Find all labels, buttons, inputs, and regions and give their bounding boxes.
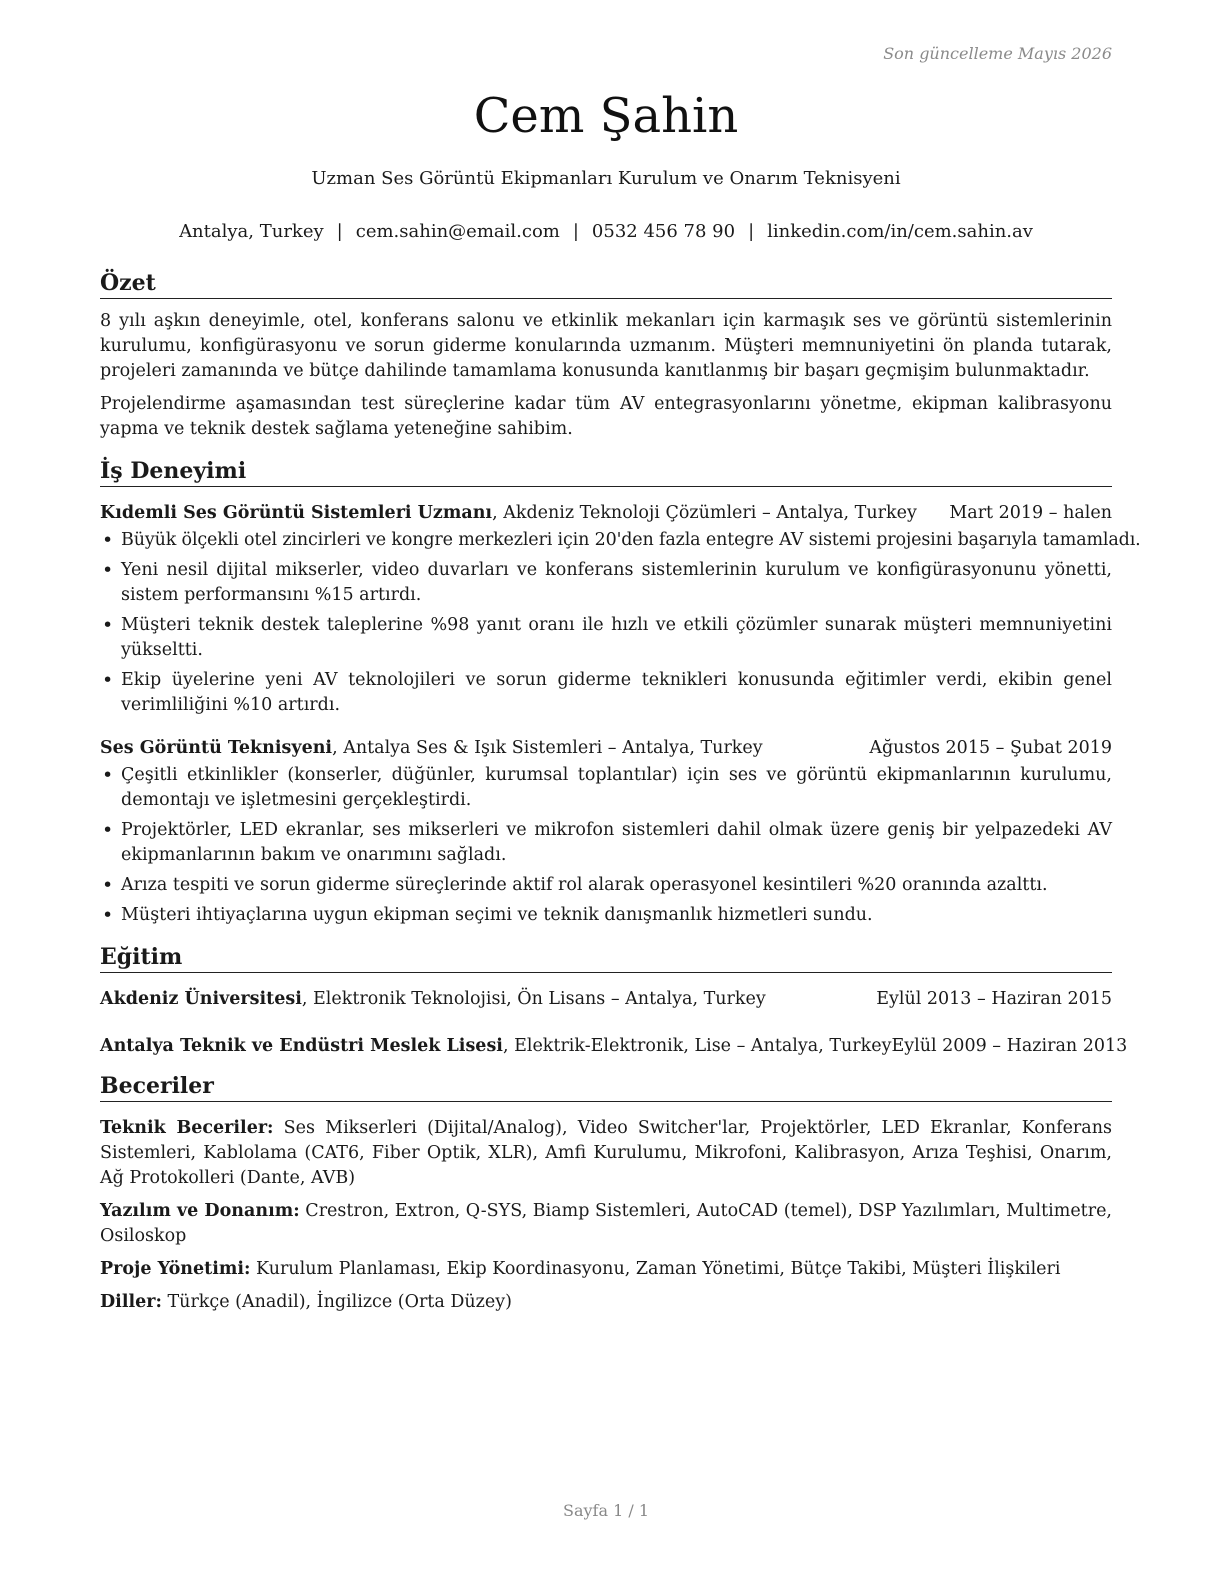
contact-line [100,219,1112,245]
contact-email[interactable]: cem.sahin@email.com [355,221,560,242]
education-dates: Eylül 2009 – Haziran 2013 [891,1036,1128,1056]
resume-page [100,0,1141,1584]
education-detail: , Elektronik Teknolojisi, Ön Lisans – Antalya, Turkey [301,989,766,1009]
job-header [100,501,1112,526]
education-dates: Eylül 2013 – Haziran 2015 [876,989,1112,1009]
section-heading-education: Eğitim [100,942,1112,973]
job-bullet: • Ekip üyelerine yeni AV teknolojileri ve sorun giderme teknikleri konusunda eğitimler verdi, ekibin genel verimliliğini %10 artırdı. [100,668,1112,718]
section-heading-skills: Beceriler [100,1071,1112,1102]
skills-section [100,1071,1112,1315]
skill-label: Diller: [100,1292,162,1312]
skill-label: Proje Yönetimi: [100,1259,251,1279]
person-name: Cem Şahin [473,88,739,144]
section-heading-experience: İş Deneyimi [100,456,1112,487]
contact-phone: 0532 456 78 90 [591,221,736,242]
job-title: Uzman Ses Görüntü Ekipmanları Kurulum ve Onarım Teknisyeni [311,168,901,189]
skill-text: Türkçe (Anadil), İngilizce (Orta Düzey) [161,1292,512,1312]
job-bullets [100,528,1141,718]
summary-paragraph: 8 yılı aşkın deneyimle, otel, konferans salonu ve etkinlik mekanları için karmaşık ses ve görüntü sistemlerinin kurulumu, konfigürasyonu ve sorun giderme konularında uzmanım. Müşteri memnuniyetini ön planda tutarak, projeleri zamanında ve bütçe dahilinde tamamlama konusunda kanıtlanmış bir başarı geçmişim bulunmaktadır. [100,311,1112,381]
skill-text: Crestron, Extron, Q-SYS, Biamp Sistemleri, AutoCAD (temel), DSP Yazılımları, Multimetre, Osiloskop [100,1201,1112,1246]
skill-line [100,1199,1112,1249]
contact-separator: | [748,221,755,242]
section-heading-summary: Özet [100,268,1112,299]
job-role-company [100,736,763,761]
skill-line [100,1116,1112,1191]
job-bullet: • Çeşitli etkinlikler (konserler, düğünler, kurumsal toplantılar) için ses ve görüntü ekipmanlarının kurulumu, demontajı ve işletmesini gerçekleştirdi. [100,763,1112,813]
contact-separator: | [336,221,343,242]
education-school-detail [100,1034,891,1059]
last-updated: Son güncelleme Mayıs 2026 [883,44,1112,63]
skill-text: Ses Mikserleri (Dijital/Analog), Video Switcher'lar, Projektörler, LED Ekranlar, Konferans Sistemleri, Kablolama (CAT6, Fiber Optik, XLR), Amfi Kurulumu, Mikrofoni, Kalibrasyon, Arıza Teşhisi, Onarım, Ağ Protokolleri (Dante, AVB) [100,1118,1112,1188]
skill-text: Kurulum Planlaması, Ekip Koordinasyonu, Zaman Yönetimi, Bütçe Takibi, Müşteri İlişkileri [250,1259,1061,1279]
experience-section [100,456,1141,928]
skill-label: Yazılım ve Donanım: [100,1201,300,1221]
education-entry [100,1034,1128,1059]
contact-separator: | [572,221,579,242]
job-bullet: • Müşteri ihtiyaçlarına uygun ekipman seçimi ve teknik danışmanlık hizmetleri sundu. [100,903,1112,928]
education-entry [100,987,1112,1012]
job-entry [100,501,1141,718]
education-school: Antalya Teknik ve Endüstri Meslek Lisesi [100,1036,503,1056]
summary-section [100,268,1112,442]
job-bullet: • Projektörler, LED ekranlar, ses mikserleri ve mikrofon sistemleri dahil olmak üzere geniş bir yelpazedeki AV ekipmanlarının bakım ve onarımını sağladı. [100,818,1112,868]
skill-line [100,1290,1112,1315]
contact-linkedin[interactable]: linkedin.com/in/cem.sahin.av [767,221,1033,242]
job-bullet: • Arıza tespiti ve sorun giderme süreçlerinde aktif rol alarak operasyonel kesintileri %20 oranında azalttı. [100,873,1112,898]
education-school-detail [100,987,766,1012]
summary-paragraph: Projelendirme aşamasından test süreçlerine kadar tüm AV entegrasyonlarını yönetme, ekipman kalibrasyonu yapma ve teknik destek sağlama yeteneğine sahibim. [100,394,1112,439]
job-bullet: • Müşteri teknik destek taleplerine %98 yanıt oranı ile hızlı ve etkili çözümler sunarak müşteri memnuniyetini yükseltti. [100,613,1112,663]
education-school: Akdeniz Üniversitesi [100,989,302,1009]
job-role: Ses Görüntü Teknisyeni [100,738,333,758]
resume-content [100,268,1141,1323]
education-section [100,942,1128,1059]
skill-line [100,1257,1112,1282]
job-bullet: • Büyük ölçekli otel zincirleri ve kongre merkezleri için 20'den fazla entegre AV sistemi projesini başarıyla tamamladı. [100,528,1112,553]
job-dates: Mart 2019 – halen [949,503,1112,523]
job-bullet: • Yeni nesil dijital mikserler, video duvarları ve konferans sistemlerinin kurulum ve konfigürasyonunu yönetti, sistem performansını %15 artırdı. [100,558,1112,608]
job-company: , Akdeniz Teknoloji Çözümleri – Antalya, Turkey [492,503,917,523]
job-dates: Ağustos 2015 – Şubat 2019 [869,738,1112,758]
job-role-company [100,501,917,526]
education-detail: , Elektrik-Elektronik, Lise – Antalya, Turkey [502,1036,892,1056]
job-entry [100,736,1112,928]
job-bullets [100,763,1112,928]
contact-location: Antalya, Turkey [179,221,324,242]
job-header [100,736,1112,761]
job-role: Kıdemli Ses Görüntü Sistemleri Uzmanı [100,503,493,523]
job-company: , Antalya Ses & Işık Sistemleri – Antalya, Turkey [332,738,763,758]
skill-label: Teknik Beceriler: [100,1118,274,1138]
page-number: Sayfa 1 / 1 [562,1501,649,1520]
